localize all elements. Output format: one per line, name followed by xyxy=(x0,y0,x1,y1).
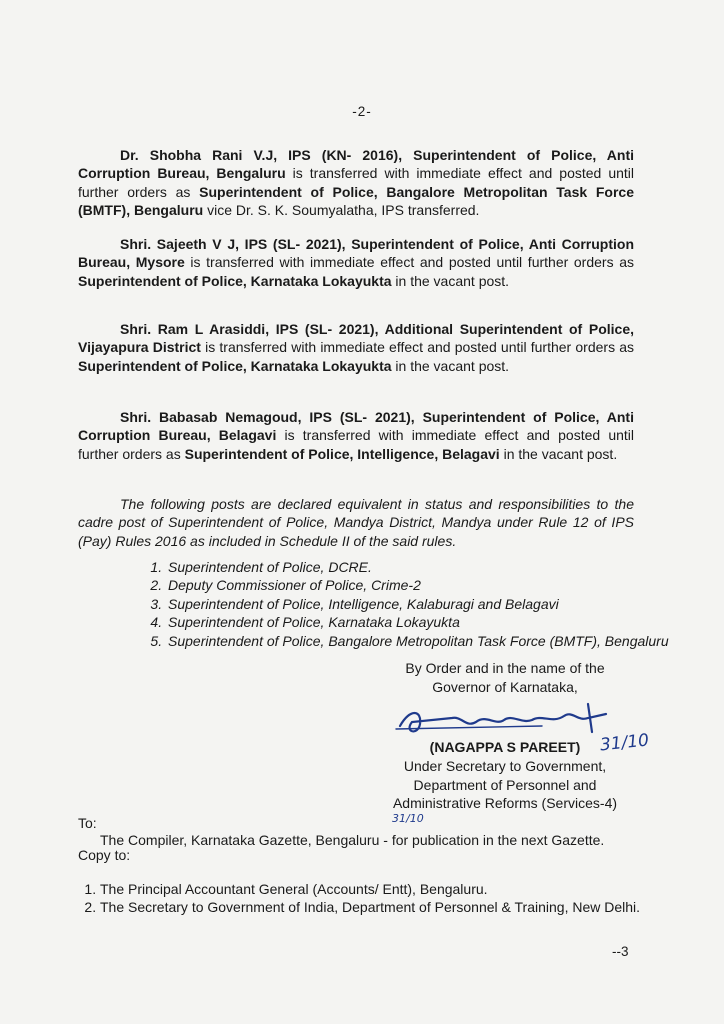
post-item: 1. Superintendent of Police, DCRE. xyxy=(166,558,686,576)
signature-date: 31/10 xyxy=(599,730,650,756)
next-page-marker: --3 xyxy=(612,944,629,959)
para-2-seg-0: Shri. Sajeeth V J, IPS (SL- 2021), Superintendent of Police, Anti Corruption Bureau, Mysore xyxy=(78,236,634,271)
signatory-name: (NAGAPPA S PAREET) xyxy=(429,739,581,755)
post-item: 5. Superintendent of Police, Bangalore Metropolitan Task Force (BMTF), Bengaluru xyxy=(166,632,686,650)
order-line-2: Governor of Karnataka, xyxy=(432,678,578,695)
para-2-seg-3: in the vacant post. xyxy=(391,272,510,289)
transfer-paragraph-3 xyxy=(78,320,634,375)
para-1-seg-0: Dr. Shobha Rani V.J, IPS (KN- 2016), Superintendent of Police, Anti Corruption Bureau, Bengaluru xyxy=(78,147,634,182)
equivalence-note xyxy=(78,495,634,550)
para-3-seg-3: in the vacant post. xyxy=(391,357,510,374)
page-number: -2- xyxy=(352,104,372,119)
para-1-seg-2: Superintendent of Police, Bangalore Metropolitan Task Force (BMTF), Bengaluru xyxy=(78,183,634,219)
transfer-paragraph-4 xyxy=(78,408,634,463)
order-line-1: By Order and in the name of the xyxy=(405,660,605,676)
initials-date: 31/10 xyxy=(392,812,424,825)
para-2-seg-1: is transferred with immediate effect and posted until further orders as xyxy=(184,254,634,271)
transfer-paragraph-2 xyxy=(78,235,634,290)
designation-line-3: Administrative Reforms (Services-4) xyxy=(392,795,618,811)
para-4-seg-3: in the vacant post. xyxy=(499,445,618,462)
compiler-line: The Compiler, Karnataka Gazette, Bengaluru - for publication in the next Gazette. xyxy=(100,832,605,848)
para-3-seg-2: Superintendent of Police, Karnataka Lokayukta xyxy=(78,357,392,374)
para-1-seg-1: is transferred with immediate effect and posted until further orders as xyxy=(78,165,634,200)
equivalence-note-text: The following posts are declared equivalent in status and responsibilities to the cadre post of Superintendent of Police, Mandya District, Mandya under Rule 12 of IPS (Pay) Rules 2016 as included in Schedule II of the said rules. xyxy=(78,496,634,549)
copy-recipient: 2. The Secretary to Government of India, Department of Personnel & Training, New Delhi. xyxy=(100,898,660,916)
signatory-designation xyxy=(380,757,630,813)
order-authority xyxy=(380,659,630,696)
post-item: 3. Superintendent of Police, Intelligence, Kalaburagi and Belagavi xyxy=(166,595,686,613)
para-1-seg-3: vice Dr. S. K. Soumyalatha, IPS transferred. xyxy=(203,202,480,219)
designation-line-1: Under Secretary to Government, xyxy=(403,758,607,774)
to-label: To: xyxy=(78,815,97,831)
post-item: 2. Deputy Commissioner of Police, Crime-2 xyxy=(166,576,686,594)
para-4-seg-2: Superintendent of Police, Intelligence, Belagavi xyxy=(184,445,500,462)
copy-to-label: Copy to: xyxy=(78,847,131,863)
para-4-seg-1: is transferred with immediate effect and posted until further orders as xyxy=(78,427,634,462)
para-4-seg-0: Shri. Babasab Nemagoud, IPS (SL- 2021), Superintendent of Police, Anti Corruption Bureau, Belagavi xyxy=(78,409,634,444)
para-3-seg-1: is transferred with immediate effect and posted until further orders as xyxy=(200,339,635,356)
designation-line-2: Department of Personnel and xyxy=(413,776,597,793)
post-item: 4. Superintendent of Police, Karnataka Lokayukta xyxy=(166,613,686,631)
copy-recipients-list xyxy=(78,880,660,917)
para-2-seg-2: Superintendent of Police, Karnataka Lokayukta xyxy=(78,272,392,289)
para-3-seg-0: Shri. Ram L Arasiddi, IPS (SL- 2021), Additional Superintendent of Police, Vijayapura District xyxy=(78,321,634,356)
equivalent-posts-list xyxy=(118,558,686,650)
transfer-paragraph-1 xyxy=(78,146,634,220)
copy-recipient: 1. The Principal Accountant General (Accounts/ Entt), Bengaluru. xyxy=(100,880,660,898)
